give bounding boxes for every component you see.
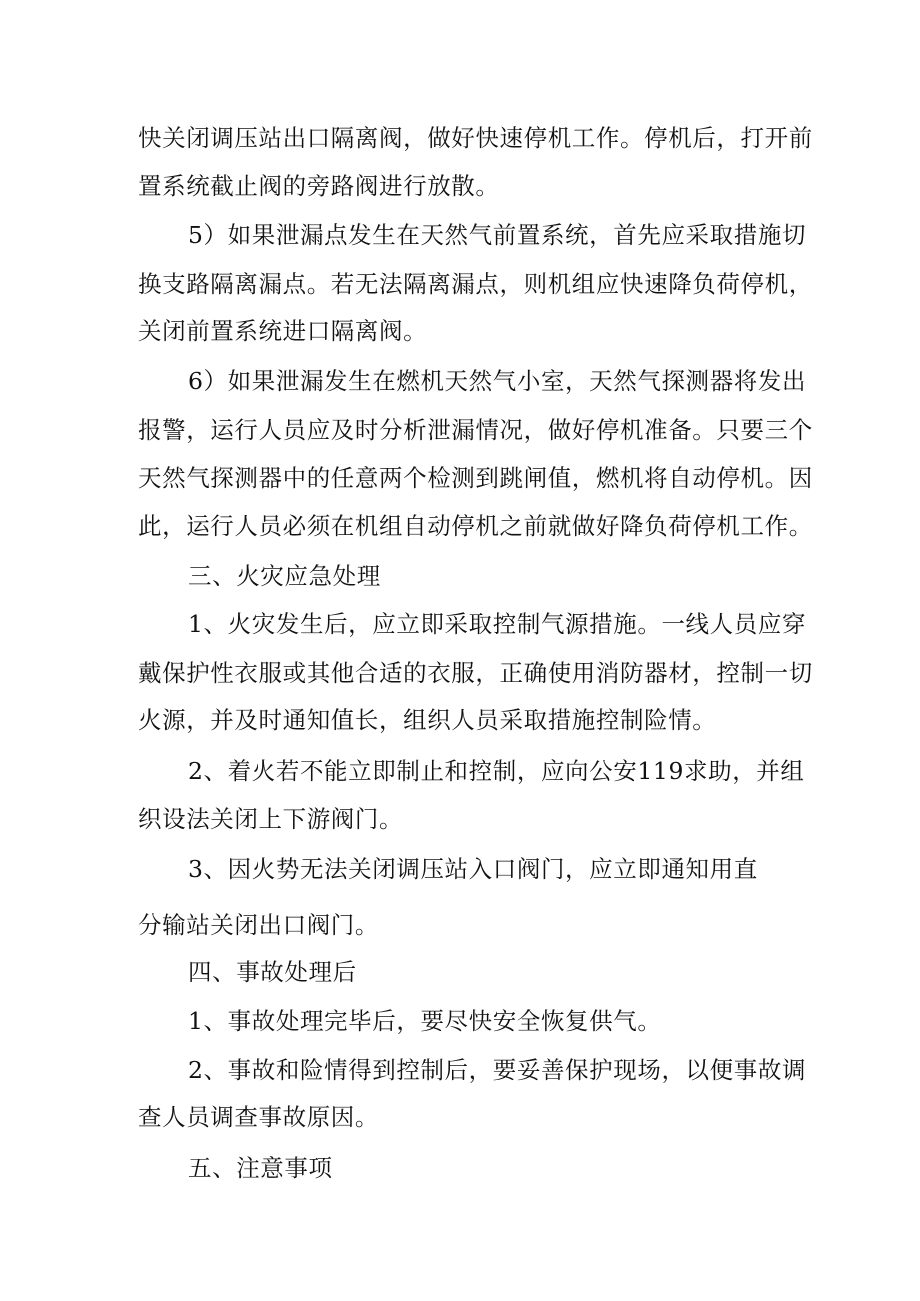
fire-item-1-line-3: 火源，并及时通知值长，组织人员采取措施控制险情。: [138, 706, 717, 734]
fire-item-2-line-2: 织设法关闭上下游阀门。: [138, 805, 404, 833]
fire-item-1-line-2: 戴保护性衣服或其他合适的衣服，正确使用消防器材，控制一切: [138, 659, 813, 687]
section-heading-5: 五、注意事项: [188, 1154, 333, 1182]
paragraph-6-line-1: 6）如果泄漏发生在燃机天然气小室，天然气探测器将发出: [188, 367, 807, 395]
section-heading-4: 四、事故处理后: [188, 958, 357, 986]
after-item-2-line-2: 查人员调查事故原因。: [138, 1103, 379, 1131]
fire-item-2-line-1: 2、着火若不能立即制止和控制，应向公安119求助，并组: [188, 757, 805, 785]
text-line-1: 快关闭调压站出口隔离阀，做好快速停机工作。停机后，打开前: [138, 124, 813, 152]
after-item-2-line-1: 2、事故和险情得到控制后，要妥善保护现场，以便事故调: [188, 1056, 807, 1084]
after-item-1: 1、事故处理完毕后，要尽快安全恢复供气。: [188, 1007, 662, 1035]
paragraph-5-line-2: 换支路隔离漏点。若无法隔离漏点，则机组应快速降负荷停机，: [138, 270, 813, 298]
paragraph-6-line-2: 报警，运行人员应及时分析泄漏情况，做好停机准备。只要三个: [138, 416, 813, 444]
paragraph-5-line-1: 5）如果泄漏点发生在天然气前置系统，首先应采取措施切: [188, 221, 807, 249]
text-line-2: 置系统截止阀的旁路阀进行放散。: [138, 172, 500, 200]
fire-item-3-line-1: 3、因火势无法关闭调压站入口阀门，应立即通知用直: [188, 855, 758, 883]
paragraph-6-line-4: 此，运行人员必须在机组自动停机之前就做好降负荷停机工作。: [138, 512, 813, 540]
section-heading-3: 三、火灾应急处理: [188, 562, 381, 590]
paragraph-5-line-3: 关闭前置系统进口隔离阀。: [138, 317, 428, 345]
paragraph-6-line-3: 天然气探测器中的任意两个检测到跳闸值，燃机将自动停机。因: [138, 464, 813, 492]
fire-item-1-line-1: 1、火灾发生后，应立即采取控制气源措施。一线人员应穿: [188, 610, 807, 638]
fire-item-3-line-2: 分输站关闭出口阀门。: [138, 911, 379, 939]
